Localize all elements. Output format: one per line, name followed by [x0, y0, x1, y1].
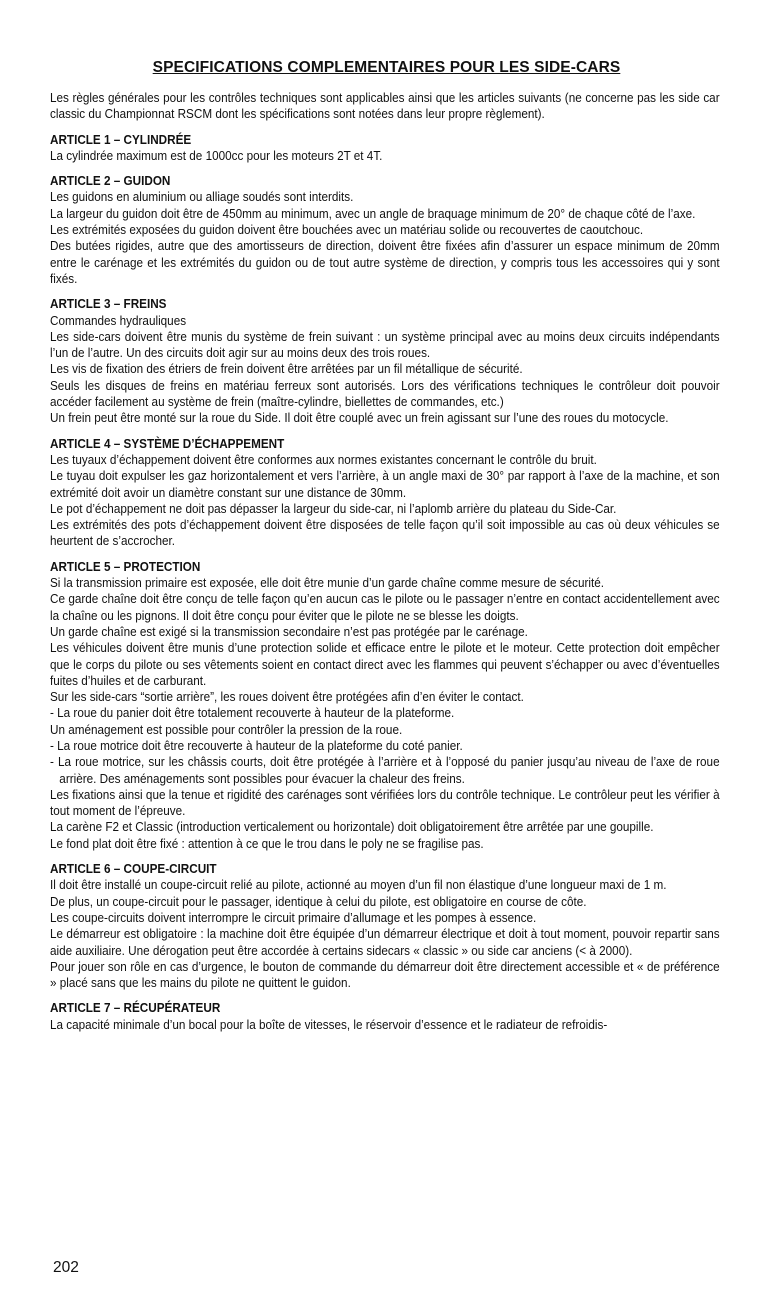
article-paragraph: Les tuyaux d’échappement doivent être conformes aux normes existantes concernant le contrôle du bruit. [50, 452, 597, 467]
article-paragraph: Les fixations ainsi que la tenue et rigidité des carénages sont vérifiées lors du contrôle technique. Le contrôleur peut les vérifier à tout moment de l’épreuve. [50, 787, 720, 819]
article-paragraph: Un garde chaîne est exigé si la transmission secondaire n’est pas protégée par le carénage. [50, 624, 528, 639]
article-paragraph: Les coupe-circuits doivent interrompre le circuit primaire d’allumage et les pompes à essence. [50, 910, 537, 925]
articles-list [50, 132, 720, 1033]
article-paragraph: Les guidons en aluminium ou alliage soudés sont interdits. [50, 190, 354, 205]
article-paragraph: Le fond plat doit être fixé : attention à ce que le trou dans le poly ne se fragilise pas. [50, 836, 484, 851]
article-paragraph: Les véhicules doivent être munis d’une protection solide et efficace entre le pilote et le moteur. Cette protection doit empêcher que le corps du pilote ou ses vêtements soient en contact direct avec les flammes qui peuvent s’échapper ou avec d’éventuelles fuites d’huiles et de carburant. [50, 641, 720, 688]
article-heading: ARTICLE 7 – RÉCUPÉRATEUR [50, 1001, 221, 1016]
document-body [50, 90, 720, 1042]
article-paragraph: Commandes hydrauliques [50, 313, 187, 328]
article-paragraph: Le tuyau doit expulser les gaz horizontalement et vers l’arrière, à un angle maxi de 30° par rapport à l’axe de la machine, et son extrémité doit avoir un diamètre constant sur une distance de 30mm. [50, 469, 720, 500]
article-paragraph: - La roue motrice doit être recouverte à hauteur de la plateforme du coté panier. [50, 738, 463, 753]
article-paragraph: Le démarreur est obligatoire : la machine doit être équipée d’un démarreur électrique et doit à tout moment, pouvoir repartir sans aide auxiliaire. Une dérogation peut être accordée à certains sidecars « classic » ou side car anciens (< à 2000). [50, 927, 720, 958]
article-paragraph: Les extrémités exposées du guidon doivent être bouchées avec un matériau solide ou recouvertes de caoutchouc. [50, 223, 644, 238]
article-heading: ARTICLE 1 – CYLINDRÉE [50, 132, 192, 147]
article-paragraph: Pour jouer son rôle en cas d’urgence, le bouton de commande du démarreur doit être directement accessible et « de préférence » placé sans que les mains du pilote ne quittent le guidon. [50, 959, 720, 991]
article-paragraph: - La roue motrice, sur les châssis courts, doit être protégée à l’arrière et à l’opposé du panier jusqu’au niveau de l’axe de roue arrière. Des aménagements sont possibles pour évacuer la chaleur des freins. [50, 755, 720, 786]
article-section [50, 436, 720, 550]
article-paragraph: Un aménagement est possible pour contrôler la pression de la roue. [50, 722, 403, 737]
article-paragraph: Les extrémités des pots d’échappement doivent être disposées de telle façon qu’il soit impossible au cas où deux véhicules se heurtent de s’accrocher. [50, 518, 720, 549]
article-section [50, 173, 720, 287]
article-paragraph: Il doit être installé un coupe-circuit relié au pilote, actionné au moyen d’un fil non élastique d’une longueur maxi de 1 m. [50, 878, 667, 893]
article-heading: ARTICLE 5 – PROTECTION [50, 559, 201, 574]
article-heading: ARTICLE 2 – GUIDON [50, 174, 171, 189]
page-title: SPECIFICATIONS COMPLEMENTAIRES POUR LES SIDE-CARS [152, 59, 621, 76]
article-paragraph: La capacité minimale d’un bocal pour la boîte de vitesses, le réservoir d’essence et le radiateur de refroidis- [50, 1017, 608, 1032]
article-paragraph: Les side-cars doivent être munis du système de frein suivant : un système principal avec au moins deux circuits indépendants l’un de l’autre. Un des circuits doit agir sur au moins deux des trois roues. [50, 329, 720, 361]
article-heading: ARTICLE 3 – FREINS [50, 297, 167, 312]
article-paragraph: Si la transmission primaire est exposée, elle doit être munie d’un garde chaîne comme mesure de sécurité. [50, 576, 605, 591]
article-section [50, 296, 720, 426]
article-paragraph: Seuls les disques de freins en matériau ferreux sont autorisés. Lors des vérifications techniques le contrôleur doit pouvoir accéder facilement au système de frein (maître-cylindre, biellettes de commandes, etc.) [50, 378, 720, 410]
article-paragraph: Ce garde chaîne doit être conçu de telle façon qu’en aucun cas le pilote ou le passager n’entre en contact accidentellement avec la chaîne ou les pignons. Il doit être conçu pour éviter que le pilote ne se blesse les doigts. [50, 592, 720, 623]
article-paragraph: La largeur du guidon doit être de 450mm au minimum, avec un angle de braquage minimum de 20° de chaque côté de l’axe. [50, 206, 696, 221]
article-paragraph: Le pot d’échappement ne doit pas dépasser la largeur du side-car, ni l’aplomb arrière du plateau du Side-Car. [50, 501, 617, 516]
article-paragraph: De plus, un coupe-circuit pour le passager, identique à celui du pilote, est obligatoire en course de côte. [50, 894, 587, 909]
article-section [50, 132, 720, 165]
article-heading: ARTICLE 4 – SYSTÈME D’ÉCHAPPEMENT [50, 436, 285, 451]
article-paragraph: Un frein peut être monté sur la roue du Side. Il doit être couplé avec un frein agissant sur l’une des roues du motocycle. [50, 411, 669, 426]
article-paragraph: - La roue du panier doit être totalement recouverte à hauteur de la plateforme. [50, 706, 455, 721]
article-paragraph: La carène F2 et Classic (introduction verticalement ou horizontale) doit obligatoirement être arrêtée par une goupille. [50, 820, 654, 835]
article-paragraph: Des butées rigides, autre que des amortisseurs de direction, doivent être fixées afin d’assurer un espace minimum de 20mm entre le carénage et les extrémités du guidon ou de tout autre système de direction, y compris tous les accessoires qui y sont fixés. [50, 239, 720, 286]
article-section [50, 559, 720, 852]
page-number: 202 [53, 1259, 79, 1276]
article-paragraph: Les vis de fixation des étriers de frein doivent être arrêtées par un fil métallique de sécurité. [50, 362, 523, 377]
article-paragraph: La cylindrée maximum est de 1000cc pour les moteurs 2T et 4T. [50, 148, 383, 163]
article-section [50, 1000, 720, 1033]
article-heading: ARTICLE 6 – COUPE-CIRCUIT [50, 862, 217, 877]
article-section [50, 861, 720, 991]
intro-paragraph: Les règles générales pour les contrôles techniques sont applicables ainsi que les articles suivants (ne concerne pas les side car classic du Championnat RSCM dont les spécifications sont notées dans leur propre règlement). [50, 91, 720, 122]
article-paragraph: Sur les side-cars “sortie arrière”, les roues doivent être protégées afin d’en éviter le contact. [50, 690, 524, 705]
